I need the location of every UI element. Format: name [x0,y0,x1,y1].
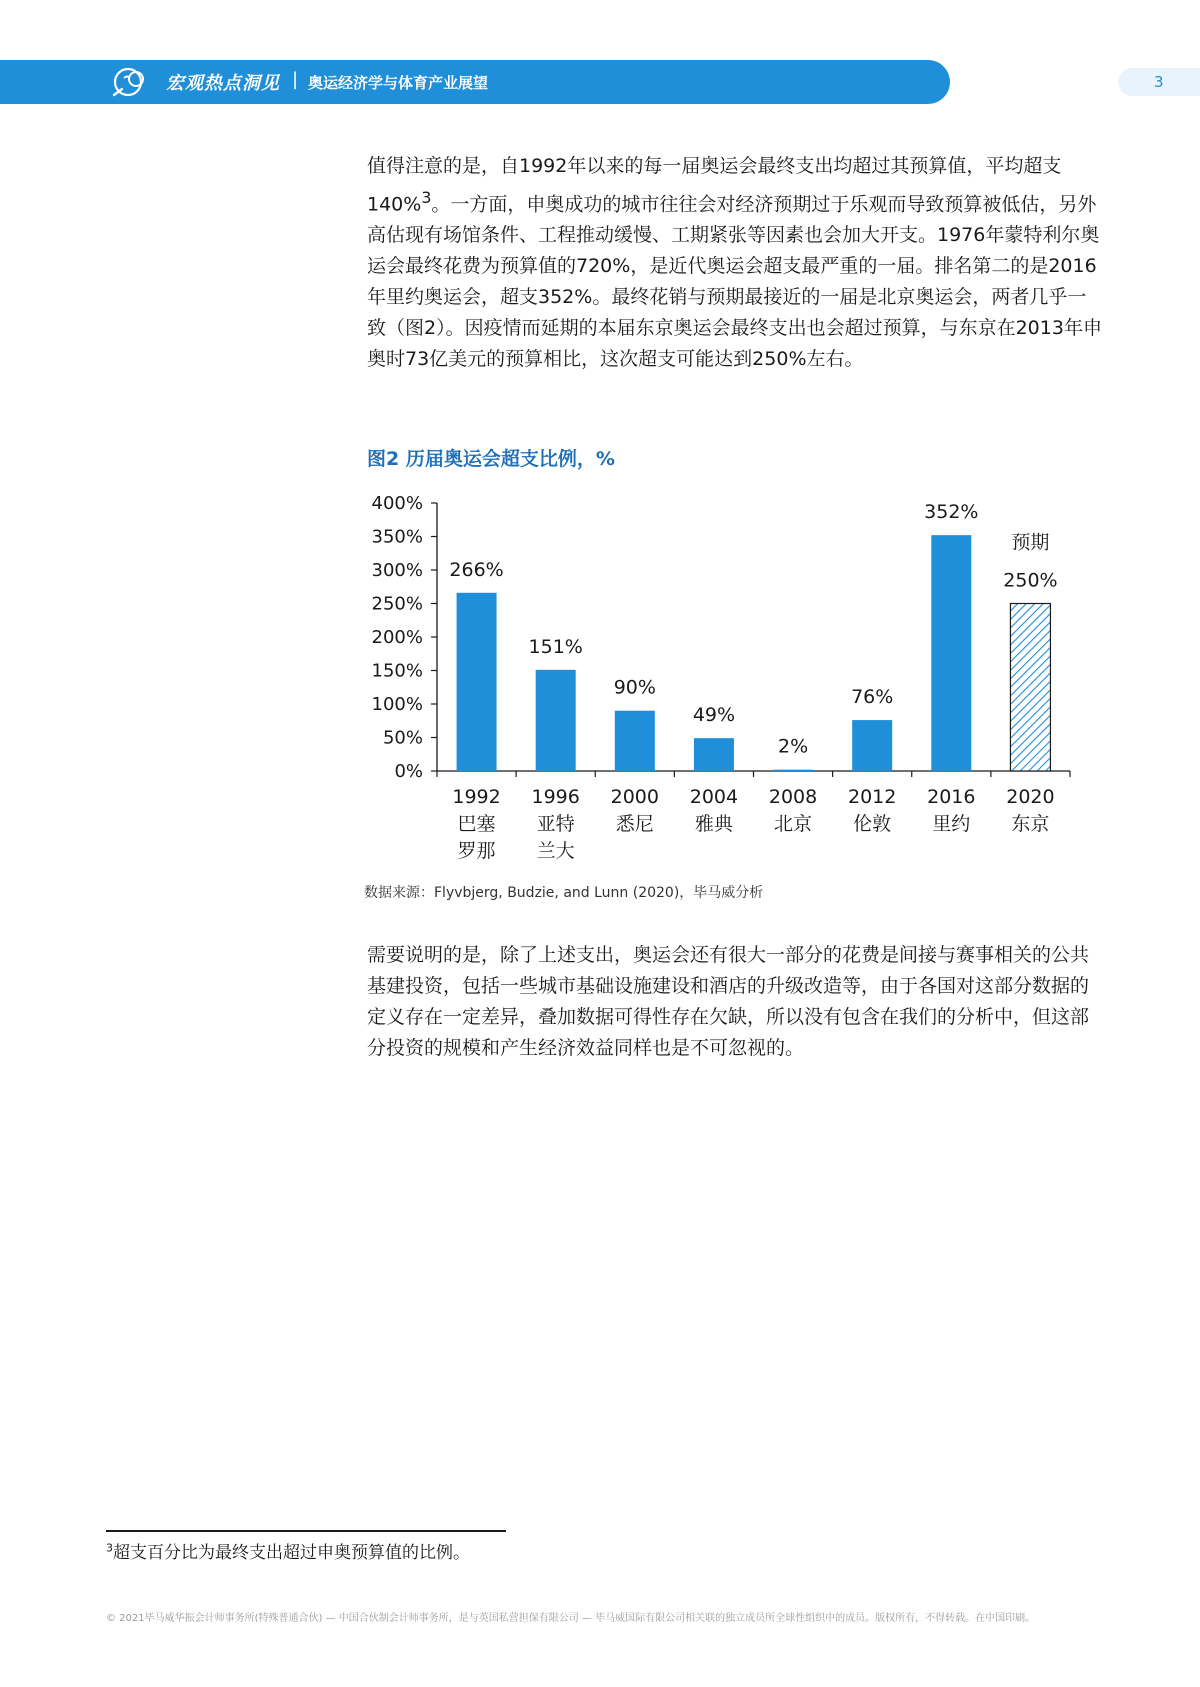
y-tick-label: 350% [371,526,423,548]
paragraph-intro [367,151,1102,375]
category-label: 1992 [452,786,501,808]
paragraph-intro-part2: 。一方面，申奥成功的城市往往会对经济预期过于乐观而导致预算被低估，另外高估现有场馆条件、工程推动缓慢、工期紧张等因素也会加大开支。1976年蒙特利尔奥运会最终花费为预算值的720%，是近代奥运会超支最严重的一届。排名第二的是2016年里约奥运会，超支352%。最终花销与预期最接近的一届是北京奥运会，两者几乎一致（图2）。因疫情而延期的本届东京奥运会最终支出也会超过预算，与东京在2013年申奥时73亿美元的预算相比，这次超支可能达到250%左右。 [367,193,1102,371]
page-number: 3 [1154,73,1164,91]
category-label: 2004 [689,786,739,808]
y-tick-label: 200% [371,627,423,648]
category-label: 里约 [932,813,971,835]
category-label: 亚特 [536,813,575,835]
y-tick-label: 50% [382,727,423,749]
header-separator: | [292,69,299,90]
figure-source: 数据来源：Flyvbjerg, Budzie, and Lunn (2020)，毕马威分析 [364,885,764,901]
category-label: 雅典 [694,813,733,835]
category-label: 悉尼 [615,813,654,835]
category-label: 2016 [927,786,976,808]
bar-2000 [615,711,655,771]
logo-icon [108,65,152,99]
bar-2008 [773,770,813,771]
y-tick-label: 0% [394,761,423,782]
data-label-1992: 266% [449,558,504,581]
y-tick-label: 150% [371,660,423,682]
category-label: 罗那 [457,840,496,862]
bar-1992 [457,593,497,771]
figure-title: 图2 历届奥运会超支比例，% [367,448,615,470]
header-bar [0,60,950,104]
footnote-divider [106,1530,506,1532]
data-label-2008: 2% [777,735,809,758]
bar-2012 [852,720,892,771]
page-number-pill [1118,68,1200,96]
category-label: 巴塞 [457,813,496,835]
paragraph-note: 需要说明的是，除了上述支出，奥运会还有很大一部分的花费是间接与赛事相关的公共基建投资，包括一些城市基础设施建设和酒店的升级改造等，由于各国对这部分数据的定义存在一定差异，叠加数据可得性存在欠缺，所以没有包含在我们的分析中，但这部分投资的规模和产生经济效益同样也是不可忽视的。 [367,944,1090,1059]
paragraph-intro-part1: 值得注意的是，自1992年以来的每一届奥运会最终支出均超过其预算值，平均超支140% [367,155,1062,216]
footnote [106,1538,470,1563]
bar-2020 [1010,604,1050,772]
copyright-notice: © 2021毕马威华振会计师事务所(特殊普通合伙) — 中国合伙制会计师事务所，是与英国私营担保有限公司 — 毕马威国际有限公司相关联的独立成员所全球性组织中的成员。版权所有，不得转载。在中国印刷。 [106,1613,1036,1624]
data-label-2004: 49% [692,704,736,727]
y-tick-label: 250% [371,593,423,615]
category-label: 东京 [1011,813,1050,835]
category-label: 1996 [531,786,580,808]
data-label-2000: 90% [613,676,656,699]
bar-2004 [694,738,734,771]
y-tick-label: 100% [371,694,423,715]
footnote-ref[interactable]: 3 [421,188,432,207]
y-tick-label: 400% [371,493,423,514]
bar-2016 [931,535,971,771]
footnote-marker: 3 [106,1541,113,1555]
category-label: 2008 [768,786,818,808]
category-label: 兰大 [536,840,575,862]
category-label: 北京 [774,813,813,835]
category-label: 伦敦 [853,813,892,835]
category-label: 2000 [610,786,659,808]
category-label: 2020 [1006,786,1055,808]
footnote-text: 超支百分比为最终支出超过申奥预算值的比例。 [113,1543,470,1563]
data-label-2016: 352% [924,501,979,524]
projection-label: 预期 [1011,531,1050,554]
overspend-bar-chart [355,485,1085,870]
category-label: 2012 [848,786,897,808]
series-title: 宏观热点洞见 [166,73,280,94]
data-label-2012: 76% [851,686,894,709]
report-topic: 奥运经济学与体育产业展望 [308,74,489,92]
data-label-2020: 250% [1003,569,1058,592]
data-label-1996: 151% [528,635,583,658]
y-tick-label: 300% [371,560,423,581]
bar-1996 [536,670,576,771]
